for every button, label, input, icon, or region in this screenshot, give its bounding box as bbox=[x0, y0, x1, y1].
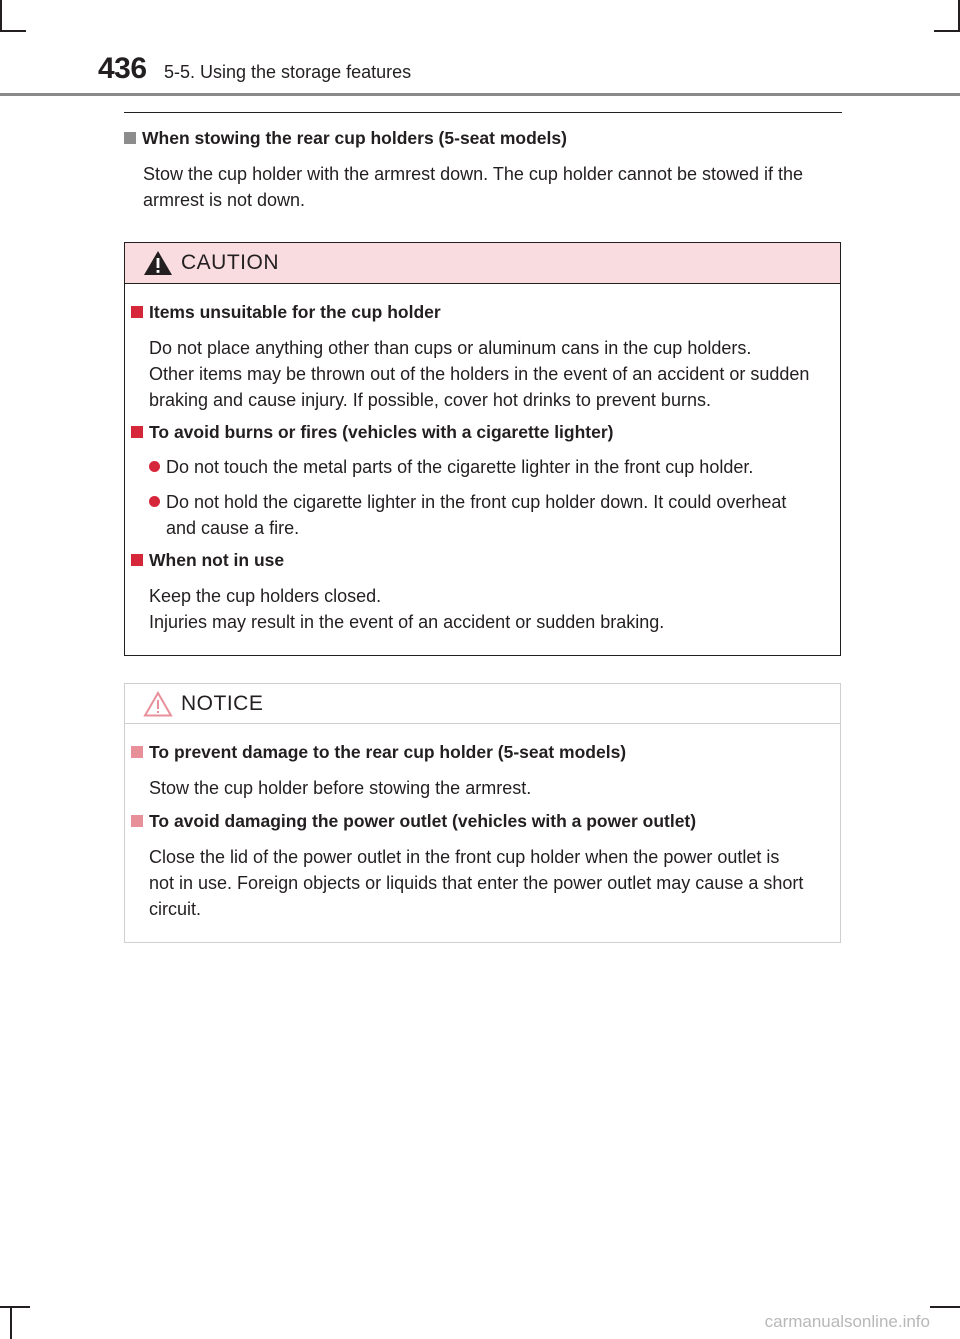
page-number: 436 bbox=[98, 52, 147, 85]
notice-item-heading: To avoid damaging the power outlet (vehicles with a power outlet) bbox=[131, 811, 696, 832]
bullet-dot-icon bbox=[149, 496, 160, 507]
section-title: 5-5. Using the storage features bbox=[164, 62, 412, 82]
heading-marker-icon bbox=[131, 746, 143, 758]
heading-marker-icon bbox=[131, 554, 143, 566]
intro-heading: When stowing the rear cup holders (5-seat models) bbox=[124, 128, 567, 149]
notice-title: NOTICE bbox=[181, 692, 264, 715]
caution-bullet: Do not touch the metal parts of the cigarette lighter in the front cup holder. bbox=[149, 454, 753, 480]
crop-mark bbox=[930, 1306, 960, 1308]
caution-bullet: Do not hold the cigarette lighter in the front cup holder down. It could overheat and cause a fire. bbox=[149, 489, 786, 541]
caution-header bbox=[125, 243, 840, 284]
caution-item-heading: Items unsuitable for the cup holder bbox=[131, 302, 441, 323]
caution-item-heading: When not in use bbox=[131, 550, 284, 571]
bullet-dot-icon bbox=[149, 461, 160, 472]
warning-triangle-outline-icon bbox=[143, 691, 173, 717]
heading-marker-icon bbox=[131, 426, 143, 438]
crop-mark bbox=[0, 30, 26, 32]
header-divider bbox=[0, 93, 960, 96]
crop-mark bbox=[0, 0, 2, 32]
notice-header bbox=[125, 684, 840, 724]
caution-item-text: Keep the cup holders closed. Injuries may result in the event of an accident or sudden braking. bbox=[149, 586, 665, 632]
heading-marker-icon bbox=[131, 306, 143, 318]
heading-marker-icon bbox=[124, 132, 136, 144]
caution-item-heading: To avoid burns or fires (vehicles with a cigarette lighter) bbox=[131, 422, 614, 443]
heading-marker-icon bbox=[131, 815, 143, 827]
notice-item-text: Close the lid of the power outlet in the front cup holder when the power outlet is not in use. Foreign objects or liquids that enter the power outlet may cause a short circuit. bbox=[149, 847, 804, 919]
caution-item-text: Do not place anything other than cups or aluminum cans in the cup holders. Other items may be thrown out of the holders in the event of an accident or sudden braking and cause injury. If possible, cover hot drinks to prevent burns. bbox=[149, 338, 810, 410]
notice-item-text: Stow the cup holder before stowing the armrest. bbox=[149, 778, 532, 798]
content-divider bbox=[124, 112, 842, 113]
crop-mark bbox=[10, 1306, 12, 1339]
warning-triangle-icon bbox=[143, 250, 173, 276]
watermark: carmanualsonline.info bbox=[764, 1312, 930, 1331]
notice-item-heading: To prevent damage to the rear cup holder (5-seat models) bbox=[131, 742, 626, 763]
caution-title: CAUTION bbox=[181, 251, 279, 274]
crop-mark bbox=[934, 30, 960, 32]
notice-box bbox=[124, 683, 841, 943]
intro-text: Stow the cup holder with the armrest down. The cup holder cannot be stowed if the armrest is not down. bbox=[143, 164, 804, 210]
caution-box bbox=[124, 242, 841, 656]
crop-mark bbox=[0, 1306, 30, 1308]
